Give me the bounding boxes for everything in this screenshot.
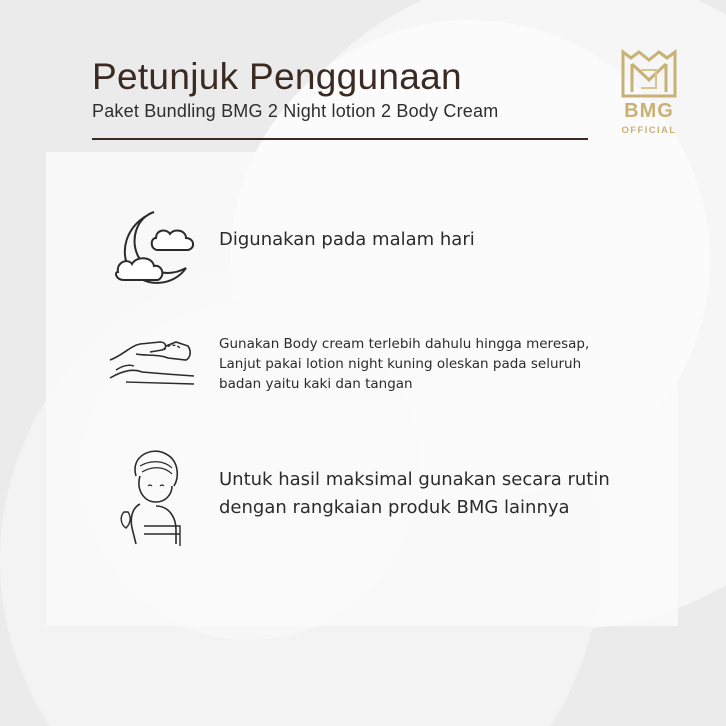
logo-subtext: OFFICIAL [621, 125, 677, 136]
title-divider [92, 138, 588, 140]
step-2-text [219, 334, 589, 394]
brand-logo [606, 48, 692, 144]
step-3-line-1: Untuk hasil maksimal gunakan secara rutin [219, 469, 610, 490]
step-1-line-1: Digunakan pada malam hari [219, 229, 475, 250]
step-2-line-1: Gunakan Body cream terlebih dahulu hingga meresap, [219, 336, 590, 352]
logo-name: BMG [624, 100, 674, 122]
step-2-line-2: Lanjut pakai lotion night kuning oleskan pada seluruh [219, 356, 582, 372]
page-title: Petunjuk Penggunaan [92, 56, 462, 97]
step-1-text [219, 229, 475, 250]
step-2-line-3: badan yaitu kaki dan tangan [219, 376, 413, 392]
step-3-line-2: dengan rangkaian produk BMG lainnya [219, 497, 570, 518]
woman-towel-icon [110, 446, 192, 546]
hands-applying-lotion-icon [106, 332, 198, 392]
crown-shield-icon [606, 48, 692, 102]
page-subtitle: Paket Bundling BMG 2 Night lotion 2 Body Cream [92, 101, 499, 121]
moon-cloud-icon [108, 208, 200, 290]
step-3-text [219, 466, 610, 522]
